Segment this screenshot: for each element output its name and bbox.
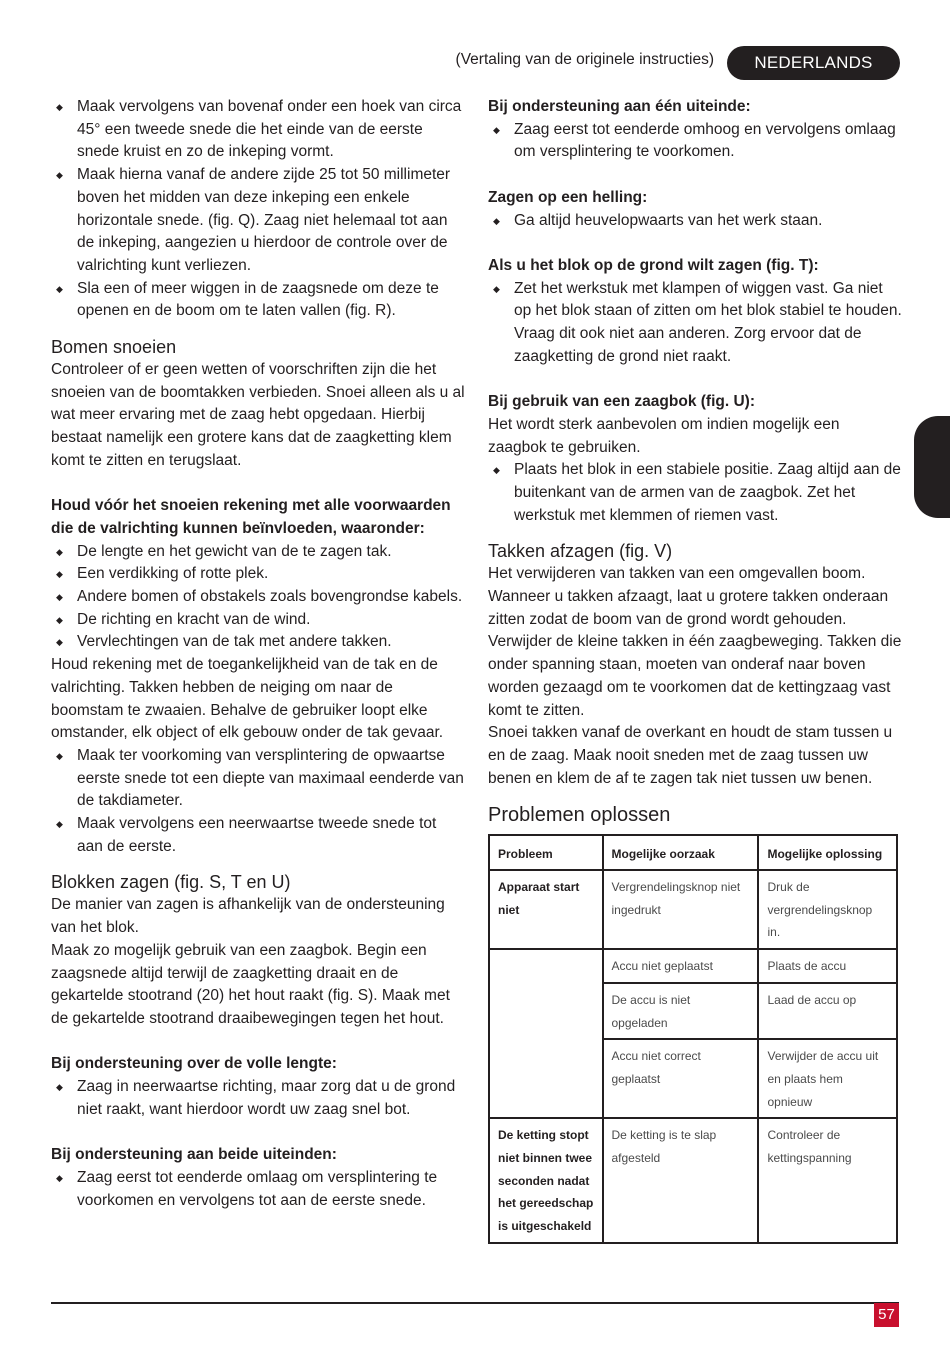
table-cell: Controleer de kettingspanning [758,1118,897,1243]
section-title-troubleshooting: Problemen oplossen [488,804,671,827]
list-item: ◆ De richting en kracht van de wind. [51,609,465,632]
list-item: ◆ Zet het werkstuk met klampen of wiggen vast. Ga niet op het blok staan of zitten om het blok stabiel te houden. Vraag dit ook niet aan anderen. Zorg ervoor dat de zaagketting de grond niet raakt. [488,278,902,369]
troubleshooting-table [488,834,898,1244]
table-row [489,870,897,949]
list-item: ◆ Zaag eerst tot eenderde omhoog en vervolgens omlaag om versplintering te voorkomen. [488,119,902,164]
table-cell: Druk de vergrendelingsknop in. [758,870,897,949]
table-cell: Vergrendelingsknop niet ingedrukt [603,870,759,949]
table-cell: Accu niet correct geplaatst [603,1039,759,1118]
right-column [488,96,902,1244]
table-header-row [489,835,897,870]
branch-text: Houd rekening met de toegankelijkheid van de tak en de valrichting. Takken hebben de neiging om naar de boomstam te zwaaien. Behalve de gebruiker loopt elke omstander, elk object of elk gebouw onder de tak gevaar. [51,656,444,742]
list-item: ◆ Zaag eerst tot eenderde omlaag om versplintering te voorkomen en vervolgens tot aan de eerste snede. [51,1167,465,1212]
language-badge: NEDERLANDS [727,46,900,80]
list-item: ◆ Zaag in neerwaartse richting, maar zorg dat u de grond niet raakt, want hierdoor wordt uw zaag snel bot. [51,1076,465,1121]
list-item: ◆ De lengte en het gewicht van de te zagen tak. [51,541,465,564]
full-support-bullets [51,1076,465,1121]
one-end-bullets [488,119,902,164]
slope-title: Zagen op een helling: [488,188,648,206]
sawhorse-title: Bij gebruik van een zaagbok (fig. U): [488,393,755,411]
list-item: ◆ Ga altijd heuvelopwaarts van het werk staan. [488,210,902,233]
blocks-text-1: De manier van zagen is afhankelijk van de ondersteuning van het blok. [51,896,445,937]
table-cell: Verwijder de accu uit en plaats hem opnieuw [758,1039,897,1118]
felling-bullets [51,96,465,323]
both-ends-bullets [51,1167,465,1212]
left-column [51,96,465,1212]
column-header: Probleem [489,835,603,870]
branch-bullets [51,745,465,859]
table-cell: De ketting is te slap afgesteld [603,1118,759,1243]
column-header: Mogelijke oplossing [758,835,897,870]
table-cell: Apparaat start niet [489,870,603,949]
section-title-limbs: Takken afzagen (fig. V) [488,541,673,562]
table-cell: Plaats de accu [758,949,897,983]
limbs-text-1: Het verwijderen van takken van een omgevallen boom. Wanneer u takken afzaagt, laat u grotere takken onderaan zitten zodat de boom van de grond wordt gehouden. Verwijder de kleine takken in één zaagbeweging. Takken die onder spanning staan, moeten van onderaf naar boven worden gezaagd om te voorkomen dat de kettingzaag vast komt te zitten. [488,565,902,719]
table-row [489,1118,897,1243]
list-item: ◆ Maak vervolgens van bovenaf onder een hoek van circa 45° een tweede snede die het einde van de eerste snede kruist en zo de inkeping vormt. [51,96,465,164]
page-number: 57 [874,1303,899,1327]
section-title-pruning: Bomen snoeien [51,337,177,358]
table-cell: De accu is niet opgeladen [603,983,759,1039]
table-row [489,949,897,983]
side-tab [914,416,950,518]
list-item: ◆ Andere bomen of obstakels zoals bovengrondse kabels. [51,586,465,609]
limbs-text-2: Snoei takken vanaf de overkant en houdt de stam tussen u en de zaag. Maak nooit sneden met de zaag tussen uw benen en klem de af te zagen tak niet tussen uw benen. [488,724,893,787]
column-header: Mogelijke oorzaak [603,835,759,870]
list-item: ◆ Maak ter voorkoming van versplintering de opwaartse eerste snede tot een diepte van maximaal eenderde van de takdiameter. [51,745,465,813]
list-item: ◆ Een verdikking of rotte plek. [51,563,465,586]
list-item: ◆ Maak vervolgens een neerwaartse tweede snede tot aan de eerste. [51,813,465,858]
conditions-title: Houd vóór het snoeien rekening met alle voorwaarden die de valrichting kunnen beïnvloeden, waaronder: [51,497,451,537]
sawhorse-text: Het wordt sterk aanbevolen om indien mogelijk een zaagbok te gebruiken. [488,415,840,456]
section-title-blocks: Blokken zagen (fig. S, T en U) [51,872,291,893]
pruning-text: Controleer of er geen wetten of voorschriften zijn die het snoeien van de boomtakken verbieden. Snoei alleen als u al wat meer ervaring met de zaag hebt opgedaan. Hierbij bestaat namelijk een grotere kans dat de zaagketting klem komt te zitten en terugslaat. [51,361,465,469]
full-support-title: Bij ondersteuning over de volle lengte: [51,1055,337,1073]
list-item: ◆ Maak hierna vanaf de andere zijde 25 tot 50 millimeter boven het midden van deze inkeping een enkele horizontale snede. (fig. Q). Zaag niet helemaal tot aan de inkeping, aangezien u hierdoor de controle over de valrichting kunt verliezen. [51,164,465,278]
slope-bullets [488,210,902,233]
table-cell: Accu niet geplaatst [603,949,759,983]
list-item: ◆ Vervlechtingen van de tak met andere takken. [51,631,465,654]
ground-title: Als u het blok op de grond wilt zagen (fig. T): [488,256,819,274]
table-cell [489,949,603,1118]
list-item: ◆ Plaats het blok in een stabiele positie. Zaag altijd aan de buitenkant van de armen van de zaagbok. Zet het werkstuk met klemmen of riemen vast. [488,459,902,527]
conditions-list [51,541,465,655]
table-cell: Laad de accu op [758,983,897,1039]
blocks-text-2: Maak zo mogelijk gebruik van een zaagbok. Begin een zaagsnede altijd terwijl de zaagketting draait en de gekartelde stootrand (20) het hout raakt (fig. S). Maak met de gekartelde stootrand draaibewegingen tegen het hout. [51,941,450,1027]
table-cell: De ketting stopt niet binnen twee seconden nadat het gereedschap is uitgeschakeld [489,1118,603,1243]
ground-bullets [488,278,902,369]
header-subtitle: (Vertaling van de originele instructies) [455,51,714,68]
one-end-title: Bij ondersteuning aan één uiteinde: [488,98,751,115]
both-ends-title: Bij ondersteuning aan beide uiteinden: [51,1146,337,1164]
footer-divider [51,1302,899,1304]
sawhorse-bullets [488,459,902,527]
list-item: ◆ Sla een of meer wiggen in de zaagsnede om deze te openen en de boom om te laten vallen (fig. R). [51,278,465,323]
